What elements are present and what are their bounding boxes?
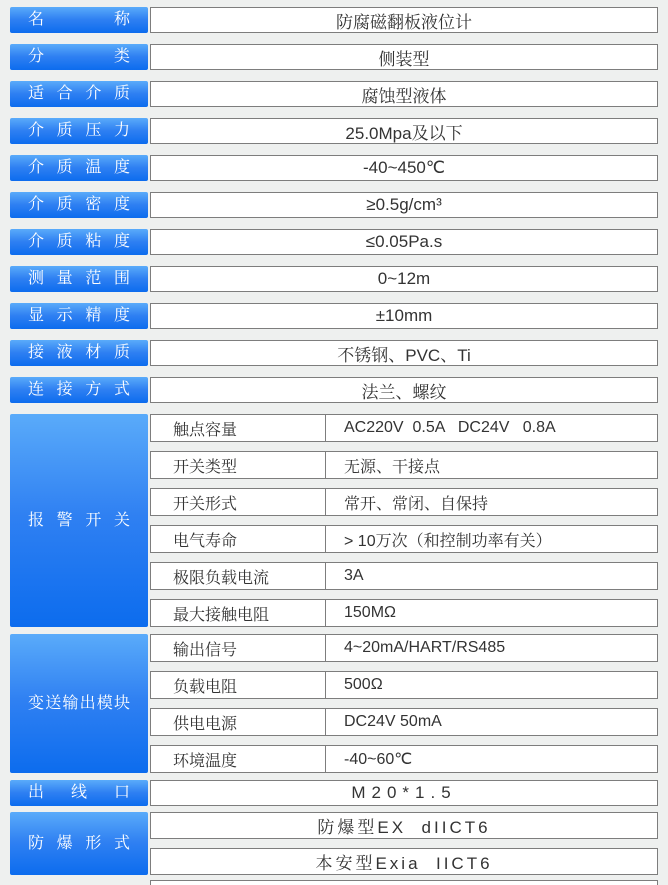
spec-subrow <box>150 488 658 516</box>
spec-subrow <box>150 525 658 553</box>
cutoff-row <box>10 880 658 885</box>
row-label <box>10 192 148 218</box>
row-label-text: 介质粘度 <box>28 233 130 250</box>
row-label-text: 连接方式 <box>28 381 130 398</box>
row-label <box>10 266 148 292</box>
row-label-text: 名称 <box>28 11 130 28</box>
row-label <box>10 7 148 33</box>
spec-subrow <box>150 599 658 627</box>
section-transmitter-output <box>10 634 658 773</box>
row-label <box>10 81 148 107</box>
row-value: 不锈钢、PVC、Ti <box>150 340 658 366</box>
subrow-label: 负载电阻 <box>151 672 326 698</box>
row-value: 防腐磁翻板液位计 <box>150 7 658 33</box>
row-value: ≥0.5g/cm³ <box>150 192 658 218</box>
row-label <box>10 44 148 70</box>
subrow-label: 最大接触电阻 <box>151 600 326 626</box>
row-value: 法兰、螺纹 <box>150 377 658 403</box>
spec-subrow <box>150 451 658 479</box>
row-label-text: 介质压力 <box>28 122 130 139</box>
spec-row-media-density <box>10 192 658 218</box>
row-label-text: 介质温度 <box>28 159 130 176</box>
row-value: M20*1.5 <box>150 780 658 806</box>
spec-row-suitable-media <box>10 81 658 107</box>
row-label-text: 分类 <box>28 48 130 65</box>
section-label <box>10 414 148 627</box>
row-label <box>10 340 148 366</box>
subrow-value: 无源、干接点 <box>344 458 441 476</box>
subrow-value: 4~20mA/HART/RS485 <box>344 639 506 656</box>
subrow-label: 极限负载电流 <box>151 563 326 589</box>
spec-subrow <box>150 634 658 662</box>
spec-row-category <box>10 44 658 70</box>
cutoff-row-cell <box>150 880 658 885</box>
subrow-label: 环境温度 <box>151 746 326 772</box>
row-value: ±10mm <box>150 303 658 329</box>
section-label <box>10 634 148 773</box>
section-label-text: 报警开关 <box>28 511 130 529</box>
section-label-text: 变送输出模块 <box>28 694 130 712</box>
spec-row-cable-outlet <box>10 780 658 806</box>
spec-row-connection-type <box>10 377 658 403</box>
subrow-label: 输出信号 <box>151 635 326 661</box>
row-value: -40~450℃ <box>150 155 658 181</box>
spec-subrow <box>150 671 658 699</box>
spec-subrow <box>150 414 658 442</box>
row-label-text: 接液材质 <box>28 344 130 361</box>
subrow-value: AC220V 0.5A DC24V 0.8A <box>344 419 556 436</box>
section-explosion-proof <box>10 812 658 875</box>
subrow-value: > 10万次（和控制功率有关） <box>344 532 552 550</box>
spec-row-media-temperature <box>10 155 658 181</box>
row-value: 0~12m <box>150 266 658 292</box>
spec-subrow <box>150 848 658 875</box>
spec-subrow <box>150 745 658 773</box>
subrow-label: 开关类型 <box>151 452 326 478</box>
row-label <box>10 303 148 329</box>
subrow-value: -40~60℃ <box>344 751 413 768</box>
row-value: 侧装型 <box>150 44 658 70</box>
spec-row-media-viscosity <box>10 229 658 255</box>
subrow-value: 常开、常闭、自保持 <box>344 495 489 513</box>
spec-subrow <box>150 562 658 590</box>
subrow-label: 电气寿命 <box>151 526 326 552</box>
subrow-value: 3A <box>344 567 364 584</box>
explosion-subrows <box>150 812 658 875</box>
spec-row-name <box>10 7 658 33</box>
subrow-value: DC24V 50mA <box>344 713 442 730</box>
spec-row-measuring-range <box>10 266 658 292</box>
subrow-value: 150MΩ <box>344 604 396 621</box>
subrow-value: 本安型Exia IICT6 <box>315 854 493 873</box>
row-label-text: 测量范围 <box>28 270 130 287</box>
row-label-text: 出线口 <box>28 784 130 801</box>
row-label <box>10 377 148 403</box>
row-label-text: 适合介质 <box>28 85 130 102</box>
spec-row-display-accuracy <box>10 303 658 329</box>
subrow-value: 防爆型EX dIICT6 <box>317 818 491 837</box>
alarm-subrows <box>150 414 658 627</box>
section-label <box>10 812 148 875</box>
row-label <box>10 155 148 181</box>
row-label-text: 显示精度 <box>28 307 130 324</box>
subrow-value: 500Ω <box>344 676 383 693</box>
spec-subrow <box>150 708 658 736</box>
row-value: 腐蚀型液体 <box>150 81 658 107</box>
subrow-label: 触点容量 <box>151 415 326 441</box>
section-alarm-switch <box>10 414 658 627</box>
section-label-text: 防爆形式 <box>28 834 130 852</box>
spec-row-media-pressure <box>10 118 658 144</box>
subrow-label: 开关形式 <box>151 489 326 515</box>
row-label <box>10 780 148 806</box>
row-value: ≤0.05Pa.s <box>150 229 658 255</box>
row-label-text: 介质密度 <box>28 196 130 213</box>
spec-row-wetted-material <box>10 340 658 366</box>
transmitter-subrows <box>150 634 658 773</box>
row-value: 25.0Mpa及以下 <box>150 118 658 144</box>
spec-subrow <box>150 812 658 839</box>
row-label <box>10 229 148 255</box>
cutoff-row-spacer <box>10 880 148 885</box>
row-label <box>10 118 148 144</box>
subrow-label: 供电电源 <box>151 709 326 735</box>
